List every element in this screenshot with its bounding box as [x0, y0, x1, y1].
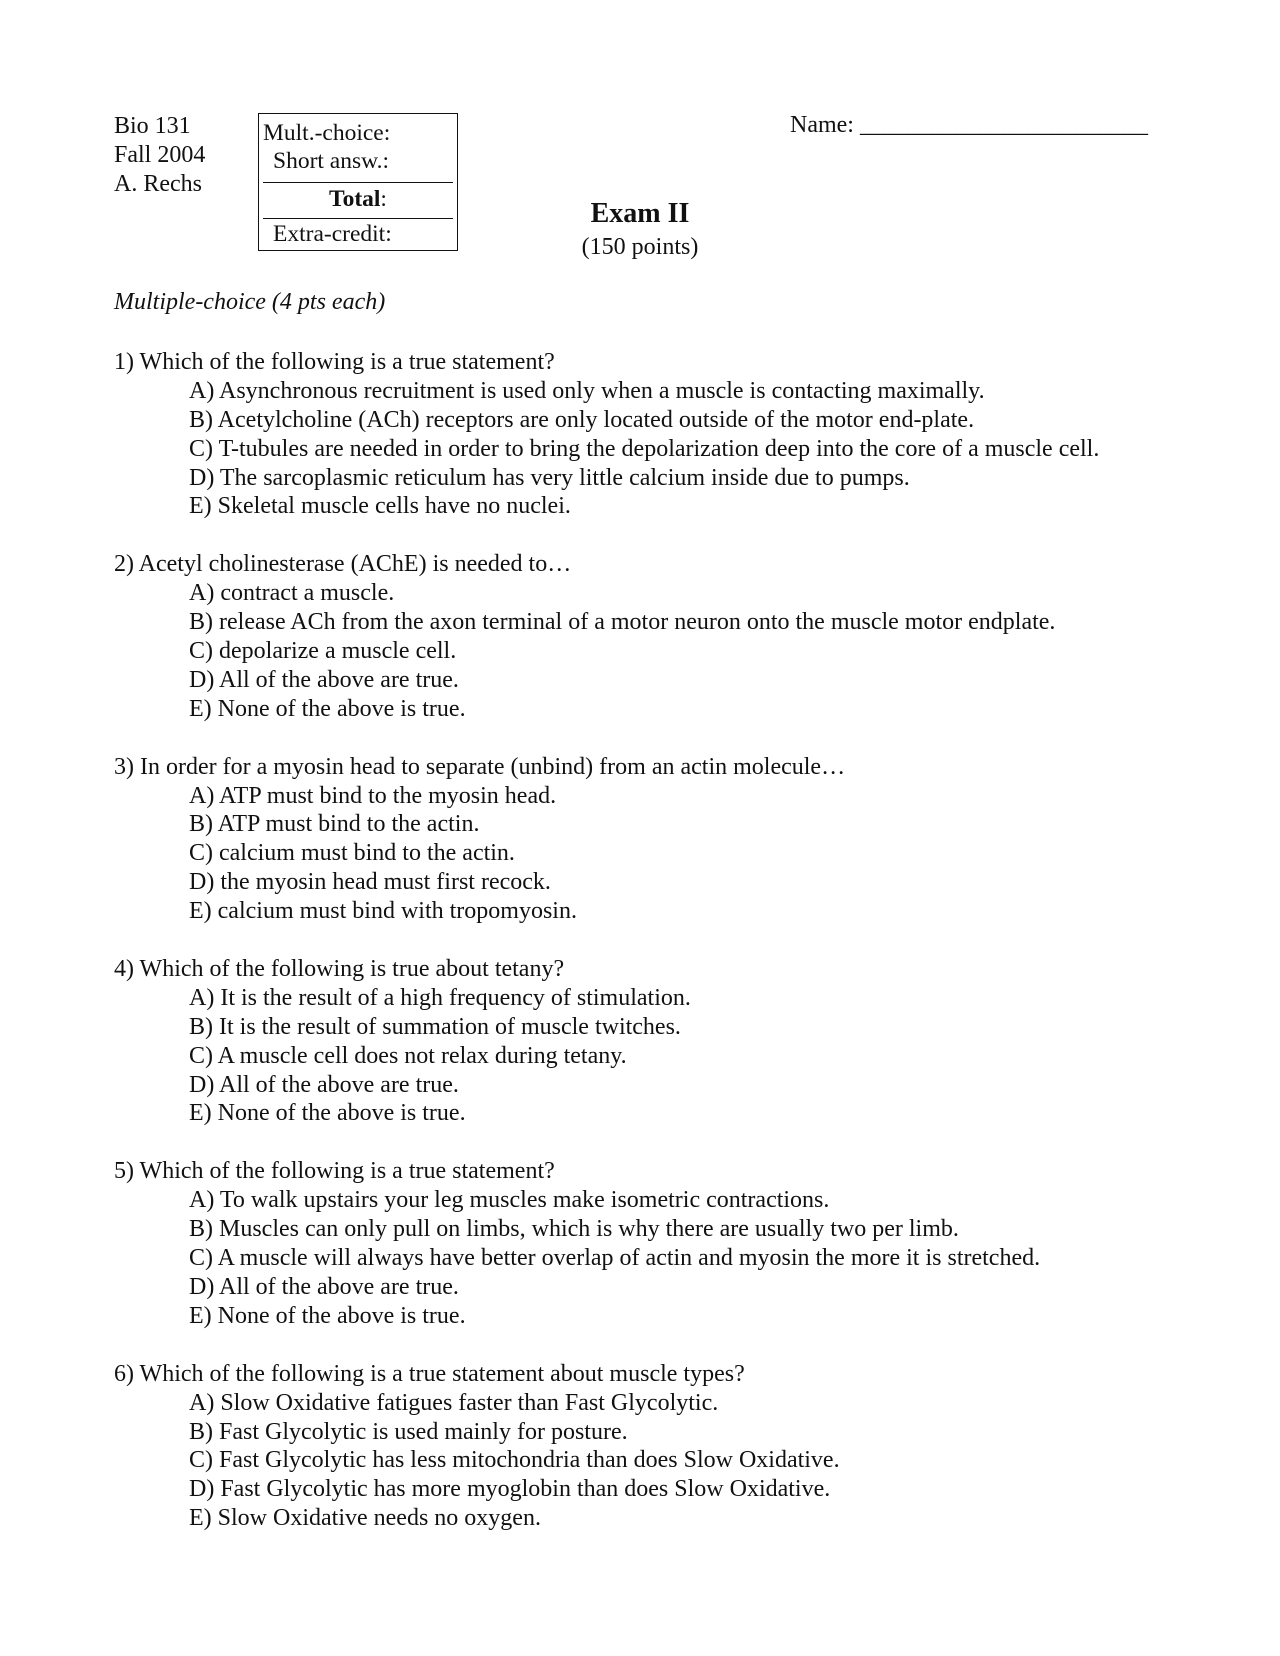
- answer-option: A) Slow Oxidative fatigues faster than Fast Glycolytic.: [189, 1389, 719, 1416]
- course-term: Fall 2004: [114, 142, 206, 168]
- question-5: [114, 1157, 1264, 1330]
- course-instructor: A. Rechs: [114, 171, 202, 197]
- section-title: Multiple-choice (4 pts each): [114, 289, 386, 315]
- total-label-line: [263, 186, 453, 213]
- mult-choice-label: Mult.-choice:: [263, 120, 391, 146]
- answer-option: E) Skeletal muscle cells have no nuclei.: [189, 493, 571, 520]
- answer-option: E) Slow Oxidative needs no oxygen.: [189, 1505, 541, 1532]
- question-list: [114, 348, 1264, 1562]
- answer-option: A) contract a muscle.: [189, 580, 395, 607]
- answer-option: B) ATP must bind to the actin.: [189, 811, 480, 838]
- answer-option: D) Fast Glycolytic has more myoglobin than does Slow Oxidative.: [189, 1476, 831, 1503]
- exam-points: (150 points): [581, 234, 699, 260]
- question-stem: 2) Acetyl cholinesterase (AChE) is needed to…: [114, 551, 572, 578]
- total-label: Total: [329, 186, 381, 212]
- answer-option: A) ATP must bind to the myosin head.: [189, 782, 557, 809]
- answer-option: B) Muscles can only pull on limbs, which is why there are usually two per limb.: [189, 1216, 959, 1243]
- answer-option: B) release ACh from the axon terminal of a motor neuron onto the muscle motor endplate.: [189, 609, 1056, 636]
- answer-option: C) Fast Glycolytic has less mitochondria than does Slow Oxidative.: [189, 1447, 840, 1474]
- answer-option: D) The sarcoplasmic reticulum has very little calcium inside due to pumps.: [189, 464, 910, 491]
- course-info: [114, 112, 205, 199]
- answer-option: A) Asynchronous recruitment is used only when a muscle is contacting maximally.: [189, 377, 985, 404]
- answer-option: C) calcium must bind to the actin.: [189, 840, 515, 867]
- answer-option: C) T-tubules are needed in order to bring the depolarization deep into the core of a muscle cell.: [189, 435, 1100, 462]
- question-stem: 4) Which of the following is true about tetany?: [114, 956, 565, 983]
- question-stem: 6) Which of the following is a true statement about muscle types?: [114, 1360, 745, 1387]
- answer-option: D) All of the above are true.: [189, 666, 459, 693]
- answer-option: E) calcium must bind with tropomyosin.: [189, 898, 577, 925]
- question-stem: 5) Which of the following is a true statement?: [114, 1158, 555, 1185]
- answer-option: B) Acetylcholine (ACh) receptors are only located outside of the motor end-plate.: [189, 406, 975, 433]
- score-box: [258, 113, 458, 251]
- question-6: [114, 1360, 1264, 1533]
- question-2: [114, 550, 1264, 723]
- course-code: Bio 131: [114, 113, 191, 139]
- exam-title: Exam II: [590, 198, 690, 229]
- question-1: [114, 348, 1264, 521]
- question-stem: 3) In order for a myosin head to separate (unbind) from an actin molecule…: [114, 753, 846, 780]
- short-answer-label: Short answ.:: [273, 148, 389, 174]
- answer-option: C) depolarize a muscle cell.: [189, 638, 457, 665]
- score-box-divider: [263, 182, 453, 183]
- answer-option: D) All of the above are true.: [189, 1071, 459, 1098]
- answer-option: B) Fast Glycolytic is used mainly for posture.: [189, 1418, 628, 1445]
- answer-option: E) None of the above is true.: [189, 1302, 466, 1329]
- answer-option: C) A muscle cell does not relax during tetany.: [189, 1042, 627, 1069]
- answer-option: C) A muscle will always have better overlap of actin and myosin the more it is stretched.: [189, 1245, 1041, 1272]
- student-name-field[interactable]: Name: ________________________: [790, 112, 1148, 138]
- answer-option: A) To walk upstairs your leg muscles make isometric contractions.: [189, 1187, 830, 1214]
- answer-option: D) All of the above are true.: [189, 1273, 459, 1300]
- answer-option: B) It is the result of summation of muscle twitches.: [189, 1013, 681, 1040]
- extra-credit-label: Extra-credit:: [273, 221, 392, 247]
- question-stem: 1) Which of the following is a true statement?: [114, 349, 555, 375]
- answer-option: A) It is the result of a high frequency of stimulation.: [189, 984, 691, 1011]
- score-box-divider-2: [263, 218, 453, 219]
- question-3: [114, 753, 1264, 926]
- answer-option: E) None of the above is true.: [189, 1100, 466, 1127]
- total-colon: :: [380, 186, 387, 212]
- question-4: [114, 955, 1264, 1128]
- answer-option: E) None of the above is true.: [189, 695, 466, 722]
- answer-option: D) the myosin head must first recock.: [189, 869, 551, 896]
